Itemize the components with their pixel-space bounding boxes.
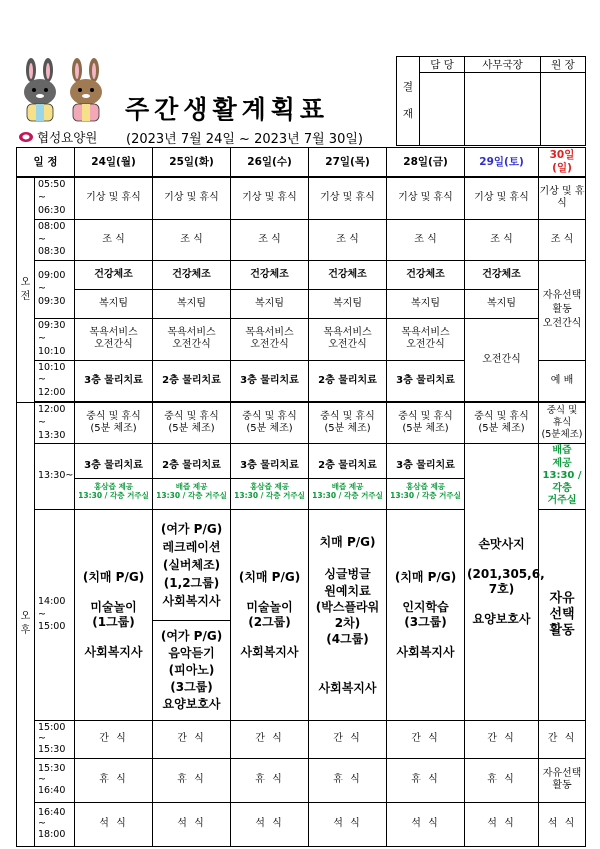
approval-col-head: 원 장 xyxy=(540,57,585,73)
schedule-cell: 목욕서비스 오전간식 xyxy=(231,319,309,360)
approval-label: 결 재 xyxy=(397,57,420,146)
time-cell: 16:40 ~ 18:00 xyxy=(35,802,75,846)
schedule-cell: 기상 및 휴식 xyxy=(231,177,309,219)
approval-col-manager: 담 당 xyxy=(420,57,465,73)
schedule-cell: 목욕서비스 오전간식 xyxy=(387,319,465,360)
schedule-cell: 석 식 xyxy=(539,802,586,846)
schedule-cell: 조 식 xyxy=(309,219,387,260)
time-cell: 09:00 ~ 09:30 xyxy=(35,261,75,319)
col-header-thu: 27일(목) xyxy=(309,148,387,178)
schedule-cell: 휴 식 xyxy=(465,758,539,802)
col-header-schedule: 일 정 xyxy=(17,148,75,178)
schedule-cell: 기상 및 휴식 xyxy=(153,177,231,219)
col-header-tue: 25일(화) xyxy=(153,148,231,178)
schedule-cell: 3층 물리치료 xyxy=(231,360,309,401)
schedule-cell: 조 식 xyxy=(465,219,539,260)
time-cell: 15:30 ~ 16:40 xyxy=(35,758,75,802)
schedule-cell: 기상 및 휴식 xyxy=(75,177,153,219)
schedule-cell: 간 식 xyxy=(539,720,586,758)
approval-sign-director[interactable] xyxy=(465,73,541,146)
bunny-character-icon xyxy=(18,58,62,124)
schedule-cell: 2층 물리치료 배즙 제공 13:30 / 각층 거주실 xyxy=(153,444,231,510)
time-cell: 12:00 ~ 13:30 xyxy=(35,403,75,444)
schedule-cell: 간 식 xyxy=(75,720,153,758)
schedule-cell: 기상 및 휴식 xyxy=(387,177,465,219)
schedule-cell: 건강체조 복지팀 xyxy=(309,261,387,319)
schedule-cell: 건강체조 복지팀 xyxy=(387,261,465,319)
approval-sign-head[interactable] xyxy=(540,73,585,146)
col-header-sat: 29일(토) xyxy=(465,148,539,178)
schedule-cell: 건강체조 복지팀 xyxy=(75,261,153,319)
schedule-cell: 중식 및 휴식 (5분 체조) xyxy=(75,403,153,444)
schedule-cell: 3층 물리치료 xyxy=(387,360,465,401)
morning-label: 오 전 xyxy=(17,177,35,402)
time-cell: 15:00 ~ 15:30 xyxy=(35,720,75,758)
schedule-cell: 중식 및 휴식 (5분 체조) xyxy=(231,403,309,444)
schedule-cell: 중식 및 휴식 (5분 체조) xyxy=(465,403,539,444)
schedule-period: (2023년 7월 24일 ~ 2023년 7월 30일) xyxy=(126,132,363,147)
schedule-cell: 목욕서비스 오전간식 xyxy=(153,319,231,360)
schedule-cell: 조 식 xyxy=(75,219,153,260)
approval-sign-manager[interactable] xyxy=(420,73,465,146)
schedule-cell: 기상 및 휴식 xyxy=(539,177,586,219)
schedule-cell: 조 식 xyxy=(387,219,465,260)
schedule-cell: 자유 선택 활동 xyxy=(539,509,586,720)
schedule-cell: 자유선택 활동 오전간식 xyxy=(539,261,586,360)
col-header-mon: 24일(월) xyxy=(75,148,153,178)
schedule-cell: 건강체조 복지팀 xyxy=(231,261,309,319)
page-title: 주간생활계획표 xyxy=(125,95,330,124)
schedule-cell: 석 식 xyxy=(153,802,231,846)
schedule-cell: 간 식 xyxy=(387,720,465,758)
schedule-cell: 간 식 xyxy=(465,720,539,758)
col-header-fri: 28일(금) xyxy=(387,148,465,178)
schedule-cell: 석 식 xyxy=(309,802,387,846)
schedule-cell: 간 식 xyxy=(153,720,231,758)
schedule-cell: 3층 물리치료 홍삼즙 제공 13:30 / 각층 거주실 xyxy=(387,444,465,510)
schedule-cell: 휴 식 xyxy=(153,758,231,802)
logo-icon xyxy=(18,131,34,143)
schedule-cell: 간 식 xyxy=(231,720,309,758)
schedule-cell: 중식 및 휴식 (5분 체조) xyxy=(309,403,387,444)
schedule-cell: 목욕서비스 오전간식 xyxy=(75,319,153,360)
schedule-cell: 중식 및 휴식 (5분체조) xyxy=(539,403,586,444)
schedule-cell: 3층 물리치료 홍삼즙 제공 13:30 / 각층 거주실 xyxy=(75,444,153,510)
col-header-wed: 26일(수) xyxy=(231,148,309,178)
time-cell: 13:30~ xyxy=(35,444,75,510)
schedule-cell: (치매 P/G) 인지학습 (3그룹) 사회복지사 xyxy=(387,509,465,720)
schedule-cell: (여가 P/G) 레크레이션 (실버체조) (1,2그룹) 사회복지사 (여가 P/G) 음악듣기 (피아노) (3그룹) 요양보호사 xyxy=(153,509,231,720)
schedule-cell: 2층 물리치료 xyxy=(309,360,387,401)
col-header-sun: 30일(일) xyxy=(539,148,586,178)
schedule-cell: 휴 식 xyxy=(231,758,309,802)
weekly-schedule-table xyxy=(16,147,586,847)
schedule-cell: 휴 식 xyxy=(387,758,465,802)
schedule-cell: 3층 물리치료 홍삼즙 제공 13:30 / 각층 거주실 xyxy=(231,444,309,510)
schedule-cell: 기상 및 휴식 xyxy=(465,177,539,219)
schedule-cell: 배즙 제공 13:30 / 각층 거주실 xyxy=(539,444,586,510)
schedule-cell: 건강체조 복지팀 xyxy=(153,261,231,319)
time-cell: 09:30 ~ 10:10 xyxy=(35,319,75,360)
schedule-cell: 오전간식 xyxy=(465,319,539,402)
schedule-cell: 휴 식 xyxy=(75,758,153,802)
schedule-cell: 손맛사지 (201,305,6, 7호) 요양보호사 xyxy=(465,444,539,721)
schedule-cell: 석 식 xyxy=(387,802,465,846)
schedule-cell: 2층 물리치료 배즙 제공 13:30 / 각층 거주실 xyxy=(309,444,387,510)
header-row xyxy=(17,148,586,178)
schedule-cell: (치매 P/G) 미술놀이 (1그룹) 사회복지사 xyxy=(75,509,153,720)
time-cell: 14:00 ~ 15:00 xyxy=(35,509,75,720)
schedule-cell: 2층 물리치료 xyxy=(153,360,231,401)
schedule-cell: 건강체조 복지팀 xyxy=(465,261,539,319)
time-cell: 05:50 ~ 06:30 xyxy=(35,177,75,219)
schedule-cell: 자유선택 활동 xyxy=(539,758,586,802)
schedule-cell: 3층 물리치료 xyxy=(75,360,153,401)
schedule-cell: 석 식 xyxy=(465,802,539,846)
schedule-cell: 조 식 xyxy=(231,219,309,260)
schedule-cell: 조 식 xyxy=(539,219,586,260)
schedule-cell: 기상 및 휴식 xyxy=(309,177,387,219)
schedule-cell: 조 식 xyxy=(153,219,231,260)
time-cell: 08:00 ~ 08:30 xyxy=(35,219,75,260)
time-cell: 10:10 ~ 12:00 xyxy=(35,360,75,401)
organization-name: 협성요양원 xyxy=(18,128,97,146)
approval-box xyxy=(396,56,586,146)
bunny-character-icon xyxy=(64,58,108,124)
schedule-cell: 중식 및 휴식 (5분 체조) xyxy=(153,403,231,444)
schedule-cell: 석 식 xyxy=(231,802,309,846)
afternoon-label: 오 후 xyxy=(17,403,35,847)
schedule-cell: (치매 P/G) 미술놀이 (2그룹) 사회복지사 xyxy=(231,509,309,720)
schedule-cell: 간 식 xyxy=(309,720,387,758)
schedule-cell: 휴 식 xyxy=(309,758,387,802)
schedule-cell: 석 식 xyxy=(75,802,153,846)
schedule-cell: 치매 P/G) 싱글벙글 원예치료 (박스플라워 2차) (4그룹) 사회복지사 xyxy=(309,509,387,720)
schedule-cell: 목욕서비스 오전간식 xyxy=(309,319,387,360)
approval-col-director: 사무국장 xyxy=(465,57,541,73)
schedule-cell: 예 배 xyxy=(539,360,586,401)
schedule-cell: 중식 및 휴식 (5분 체조) xyxy=(387,403,465,444)
